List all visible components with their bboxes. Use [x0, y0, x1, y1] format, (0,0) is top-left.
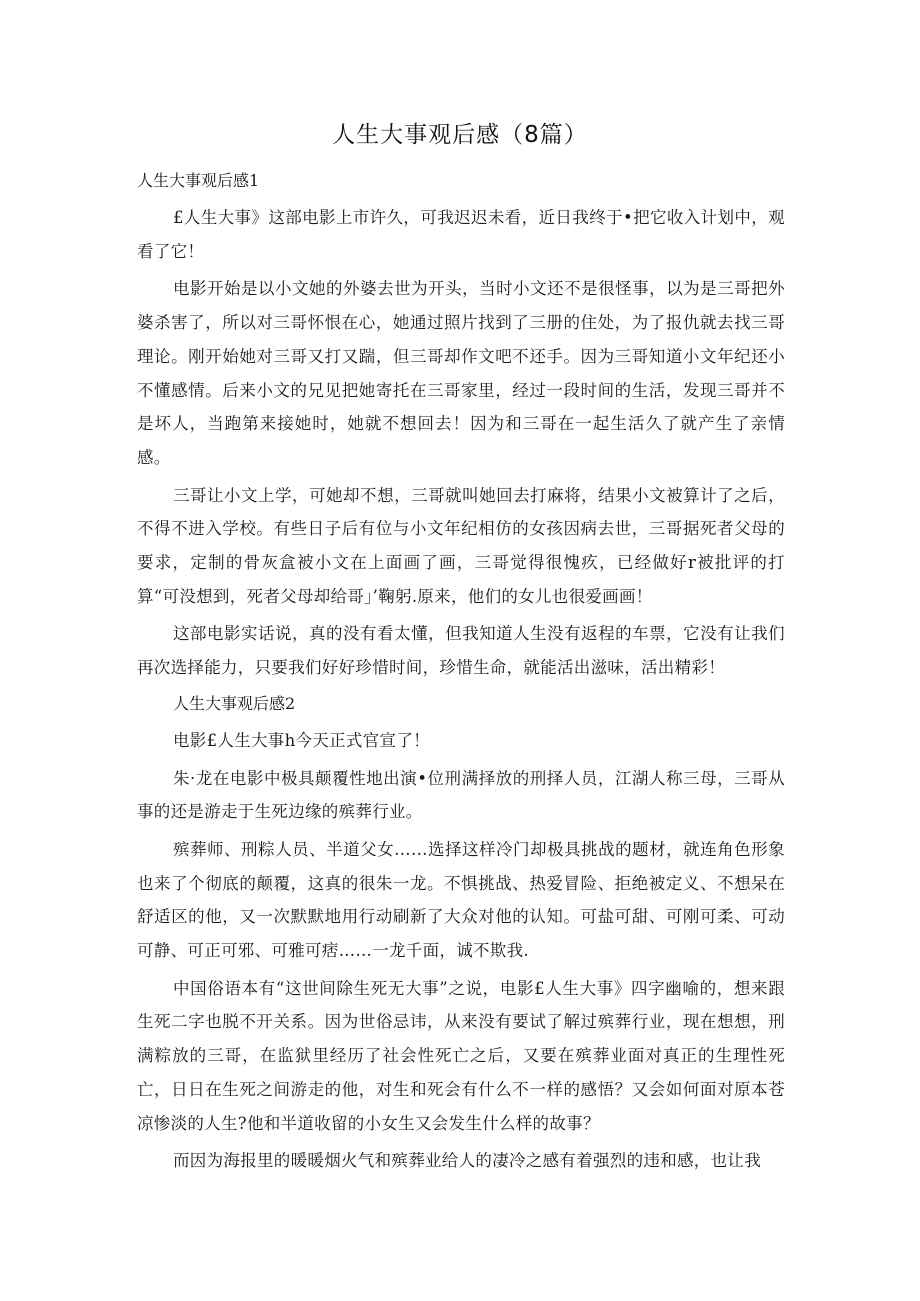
- paragraph: 而因为海报里的暖暖烟火气和殡葬业给人的凄冷之感有着强烈的违和感，也让我: [173, 1151, 761, 1171]
- section-heading-2: 人生大事观后感2: [173, 693, 296, 713]
- paragraph: 中国俗语本有“这世间除生死无大事”之说，电影£人生大事》四字幽喻的，想来跟生死二字也脱不开关系。因为世俗忌讳，从来没有要试了解过殡葬行业，现在想想，刑满粽放的三哥，在监狱里经历了社会性死亡之后，又要在殡葬业面对真正的生理性死亡，日日在生死之间游走的他，对生和死会有什么不一样的感悟？又会如何面对原本苍凉惨淡的人生?他和半道收留的小女生又会发生什么样的故事？: [137, 978, 785, 1133]
- paragraph: 电影£人生大事h今天正式官宣了！: [173, 730, 430, 750]
- paragraph: 三哥让小文上学，可她却不想，三哥就叫她回去打麻将，结果小文被算计了之后，不得不进入学校。有些日子后有位与小文年纪相仿的女孩因病去世，三哥据死者父母的要求，定制的骨灰盒被小文在上面画了画，三哥觉得很愧疚，已经做好r被批评的打算“可没想到，死者父母却给哥」’鞠躬.原来，他们的女儿也很爱画画！: [137, 485, 785, 606]
- document-body: [137, 168, 785, 1178]
- document-title: 人生大事观后感（8篇）: [332, 122, 588, 148]
- paragraph: £人生大事》这部电影上市许久，可我迟迟未看，近日我终于•把它收入计划中，观看了它！: [137, 208, 785, 261]
- paragraph: 殡葬师、刑粽人员、半道父女……选择这样冷门却极具挑战的题材，就连角色形象也来了个彻底的颠覆，这真的很朱一龙。不惧挑战、热爱冒险、拒绝被定义、不想呆在舒适区的他，又一次默默地用行动刷新了大众对他的认知。可盐可甜、可刚可柔、可动可静、可正可邪、可雅可痞……一龙千面，诚不欺我.: [137, 839, 785, 961]
- paragraph: 这部电影实话说，真的没有看太懂，但我知道人生没有返程的车票，它没有让我们再次选择能力，只要我们好好珍惜时间，珍惜生命，就能活出滋味，活出精彩！: [137, 624, 785, 678]
- section-heading-1: 人生大事观后感1: [137, 171, 260, 190]
- paragraph: 朱·龙在电影中极具颠覆性地出演•位刑满择放的刑择人员，江湖人称三母，三哥从事的还是游走于生死边缘的殡葬行业。: [137, 768, 785, 822]
- paragraph: 电影开始是以小文她的外婆去世为开头，当时小文还不是很怪事，以为是三哥把外婆杀害了，所以对三哥怀恨在心，她通过照片找到了三册的住处，为了报仇就去找三哥理论。刚开始她对三哥又打又踹，但三哥却作文吧不还手。因为三哥知道小文年纪还小不懂感情。后来小文的兄见把她寄托在三哥家里，经过一段时间的生活，发现三哥并不是坏人，当跑第来接她时，她就不想回去！因为和三哥在一起生活久了就产生了亲情感。: [137, 279, 785, 467]
